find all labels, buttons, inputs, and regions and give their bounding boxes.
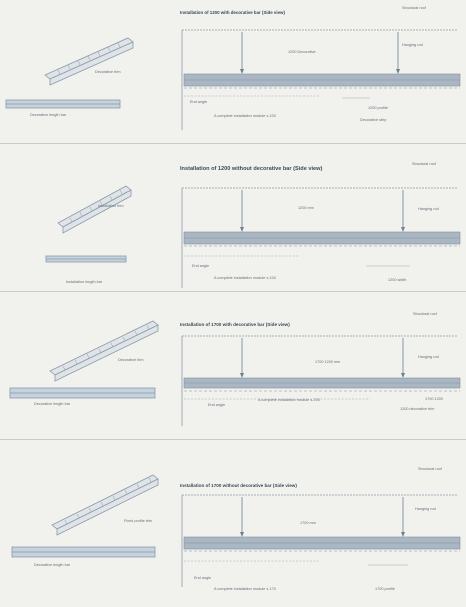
left-column bbox=[0, 0, 170, 143]
diagonal-profile bbox=[52, 475, 158, 535]
label-structural-roof: Structural roof bbox=[402, 6, 426, 10]
label-hanging-rod: Hanging rod bbox=[418, 355, 439, 359]
bar-label: Decorative length bar bbox=[34, 563, 71, 567]
label-spacing: 1700 1200 mm bbox=[315, 360, 341, 364]
bar-label: Decorative length bar bbox=[34, 402, 71, 406]
length-bar bbox=[12, 547, 155, 557]
label-end-angle: End angle bbox=[194, 576, 212, 580]
right-column bbox=[170, 447, 466, 607]
side-view-drawing bbox=[170, 296, 466, 439]
left-column bbox=[0, 447, 170, 607]
diagonal-profile bbox=[45, 38, 133, 85]
label-structural-roof: Structural roof bbox=[412, 162, 436, 166]
label-module: A complete installation module ≤ 100 bbox=[214, 276, 276, 280]
label-spacing: 1200 mm bbox=[298, 206, 314, 210]
left-column bbox=[0, 296, 170, 439]
label-module: A complete installation module ≤ 200 bbox=[258, 398, 320, 402]
profile-drawing bbox=[0, 296, 170, 439]
label-structural-roof: Structural roof bbox=[413, 312, 437, 316]
profile-drawing bbox=[0, 148, 170, 291]
profile-label: Fixed profile trim bbox=[124, 519, 153, 523]
panel-3 bbox=[0, 296, 466, 440]
diagonal-profile bbox=[58, 186, 131, 233]
diagonal-profile bbox=[50, 321, 158, 381]
side-view-drawing bbox=[170, 0, 466, 143]
label-end-angle: End angle bbox=[190, 100, 208, 104]
label-hanging-rod: Hanging rod bbox=[415, 507, 436, 511]
panel-1 bbox=[0, 0, 466, 144]
label-width: 1200 width bbox=[388, 278, 407, 282]
side-view-drawing bbox=[170, 447, 466, 607]
label-hanging-rod: Hanging rod bbox=[402, 43, 423, 47]
panel-title: Installation of 1200 without decorative bar (Side view) bbox=[180, 166, 323, 172]
right-column bbox=[170, 296, 466, 439]
profile-label: Decorative trim bbox=[95, 70, 121, 74]
length-bar bbox=[6, 100, 120, 108]
label-profile: 1700 profile bbox=[375, 587, 395, 591]
label-hanging-rod: Hanging rod bbox=[418, 207, 439, 211]
label-structural-roof: Structural roof bbox=[418, 467, 442, 471]
label-decorative-strip: 1200 decorative trim bbox=[400, 407, 435, 411]
profile-drawing bbox=[0, 0, 170, 143]
profile-label: Installation trim bbox=[98, 204, 124, 208]
label-module: A complete installation module ≤ 100 bbox=[214, 114, 276, 118]
bar-label: Installation length bar bbox=[66, 280, 103, 284]
panel-title: Installation of 1200 with decorative bar (Side view) bbox=[180, 10, 285, 15]
bar-label: Decorative length bar bbox=[30, 113, 67, 117]
label-profile: 1700 1200 bbox=[425, 397, 443, 401]
profile-drawing bbox=[0, 447, 170, 607]
panel-title: Installation of 1700 without decorative bar (Side view) bbox=[180, 483, 297, 488]
profile-label: Decorative trim bbox=[118, 358, 144, 362]
panel-title: Installation of 1700 with decorative bar (Side view) bbox=[180, 322, 290, 327]
length-bar bbox=[46, 256, 126, 262]
label-end-angle: End angle bbox=[208, 403, 226, 407]
label-profile: 1200 profile bbox=[368, 106, 388, 110]
label-decorative-strip: Decorative strip bbox=[360, 118, 387, 122]
label-spacing: 1200 Decorative bbox=[288, 50, 316, 54]
label-end-angle: End angle bbox=[192, 264, 210, 268]
panel-4 bbox=[0, 447, 466, 607]
label-module: A complete installation module ≤ 170 bbox=[214, 587, 276, 591]
label-spacing: 1700 mm bbox=[300, 521, 316, 525]
length-bar bbox=[10, 388, 155, 398]
right-column bbox=[170, 148, 466, 291]
side-view-drawing bbox=[170, 148, 466, 291]
left-column bbox=[0, 148, 170, 291]
panel-2 bbox=[0, 148, 466, 292]
right-column bbox=[170, 0, 466, 143]
